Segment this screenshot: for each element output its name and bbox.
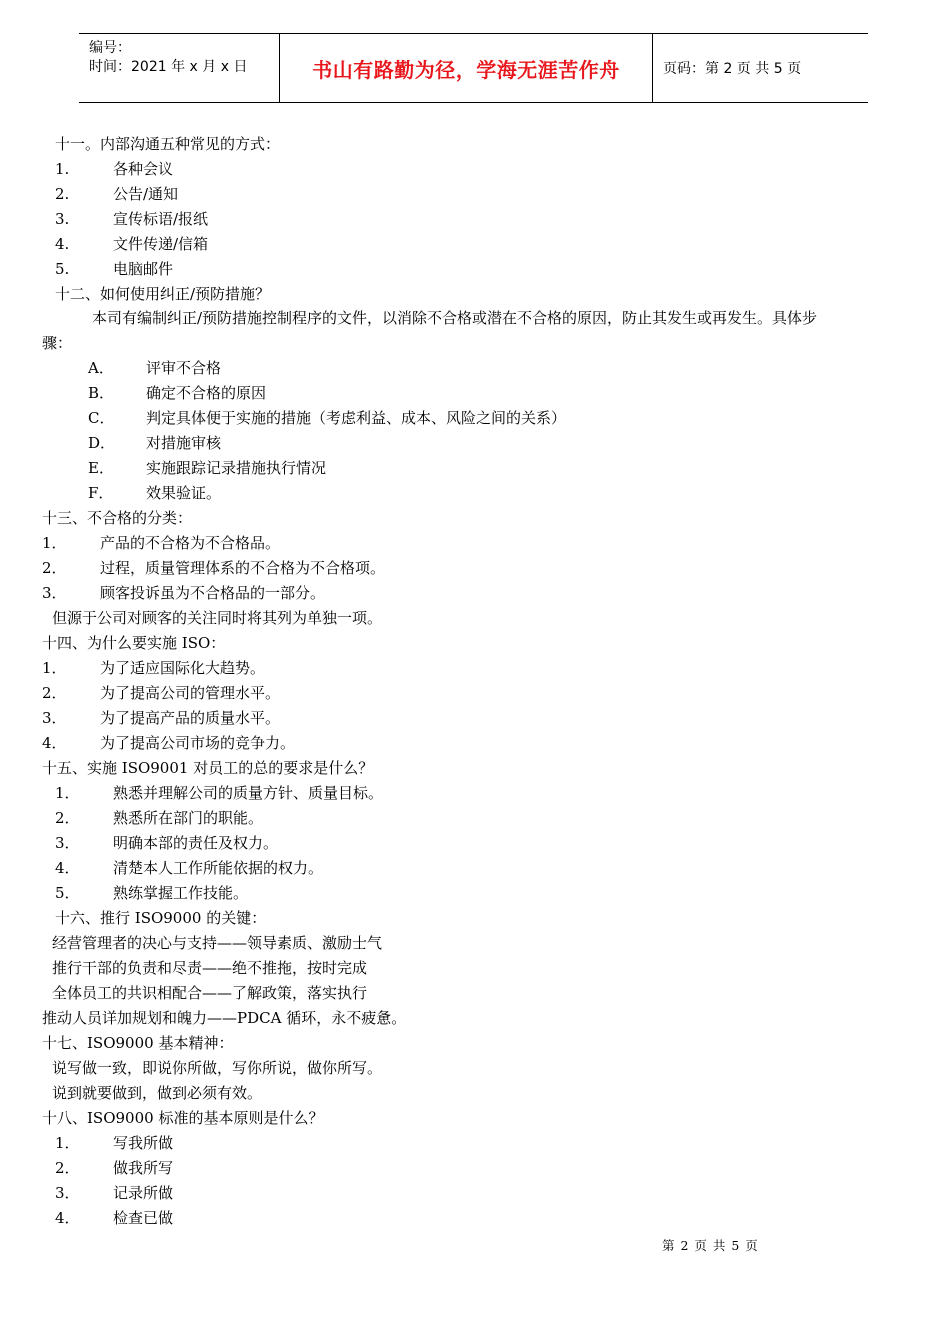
- list-number: 2．: [42, 559, 67, 577]
- list-number: 4．: [42, 734, 67, 752]
- list-number: 4．: [55, 859, 80, 877]
- time-label: 时间：2021 年 x 月 x 日: [89, 59, 248, 75]
- list-number: 2.: [55, 185, 70, 203]
- list-text: 实施跟踪记录措施执行情况: [146, 459, 327, 477]
- list-text: 顾客投诉虽为不合格品的一部分。: [100, 584, 326, 602]
- section-title: 十四、为什么要实施 ISO：: [42, 634, 226, 652]
- body-line: 推行干部的负责和尽责——绝不推拖，按时完成: [52, 959, 368, 977]
- list-text: 为了提高公司的管理水平。: [100, 684, 281, 702]
- list-text: 文件传递/信箱: [113, 235, 209, 253]
- list-number: C．: [88, 409, 115, 427]
- body-line: 全体员工的共识相配合——了解政策，落实执行: [52, 984, 368, 1002]
- list-number: 2．: [55, 809, 80, 827]
- list-number: 3．: [55, 1184, 80, 1202]
- section-title: 十六、推行 ISO9000 的关键：: [55, 909, 267, 927]
- list-number: 1．: [42, 659, 67, 677]
- paragraph-line: 本司有编制纠正/预防措施控制程序的文件，以消除不合格或潜在不合格的原因，防止其发生或再发生。具体步: [92, 309, 818, 327]
- header-meta-cell: [79, 34, 279, 102]
- body-line: 推动人员详加规划和魄力——PDCA 循环，永不疲惫。: [42, 1009, 407, 1027]
- list-number: 3．: [55, 834, 80, 852]
- list-number: 5．: [55, 884, 80, 902]
- list-number: 4.: [55, 235, 70, 253]
- section-title: 十七、ISO9000 基本精神：: [42, 1034, 234, 1052]
- list-number: D．: [88, 434, 116, 452]
- list-number: 1．: [42, 534, 67, 552]
- list-text: 对措施审核: [146, 434, 222, 452]
- paragraph-line: 骤：: [42, 334, 73, 352]
- section-note: 但源于公司对顾客的关注同时将其列为单独一项。: [52, 609, 383, 627]
- list-text: 为了适应国际化大趋势。: [100, 659, 266, 677]
- list-text: 熟悉所在部门的职能。: [113, 809, 264, 827]
- list-text: 为了提高产品的质量水平。: [100, 709, 281, 727]
- body-line: 说写做一致，即说你所做，写你所说，做你所写。: [52, 1059, 383, 1077]
- list-number: 3．: [42, 709, 67, 727]
- header-page-info: 页码：第 2 页 共 5 页: [663, 61, 802, 77]
- list-number: F．: [88, 484, 114, 502]
- list-text: 电脑邮件: [113, 260, 174, 278]
- header-motto: 书山有路勤为径，学海无涯苦作舟: [312, 57, 620, 82]
- list-text: 公告/通知: [113, 185, 179, 203]
- section-title: 十二、如何使用纠正/预防措施？: [55, 285, 271, 303]
- list-text: 熟悉并理解公司的质量方针、质量目标。: [113, 784, 384, 802]
- list-number: 3．: [42, 584, 67, 602]
- list-number: 5.: [55, 260, 70, 278]
- list-number: 4．: [55, 1209, 80, 1227]
- list-text: 产品的不合格为不合格品。: [100, 534, 281, 552]
- list-number: 2．: [55, 1159, 80, 1177]
- body-line: 说到就要做到，做到必须有效。: [52, 1084, 263, 1102]
- list-number: E．: [88, 459, 114, 477]
- list-text: 检查已做: [113, 1209, 174, 1227]
- list-number: 1．: [55, 1134, 80, 1152]
- header-divider: [652, 34, 653, 102]
- list-text: 明确本部的责任及权力。: [113, 834, 279, 852]
- list-text: 效果验证。: [146, 484, 222, 502]
- list-number: A．: [88, 359, 114, 377]
- list-text: 记录所做: [113, 1184, 174, 1202]
- code-label: 编号：: [89, 40, 131, 56]
- document-header: [79, 33, 868, 103]
- list-text: 宣传标语/报纸: [113, 210, 209, 228]
- section-title: 十三、不合格的分类：: [42, 509, 193, 527]
- body-line: 经营管理者的决心与支持——领导素质、激励士气: [52, 934, 383, 952]
- section-title: 十五、实施 ISO9001 对员工的总的要求是什么？: [42, 759, 374, 777]
- list-text: 判定具体便于实施的措施（考虑利益、成本、风险之间的关系）: [146, 409, 567, 427]
- list-text: 过程，质量管理体系的不合格为不合格项。: [100, 559, 386, 577]
- list-text: 为了提高公司市场的竞争力。: [100, 734, 296, 752]
- list-text: 各种会议: [113, 160, 174, 178]
- list-text: 熟练掌握工作技能。: [113, 884, 249, 902]
- section-title: 十八、ISO9000 标准的基本原则是什么？: [42, 1109, 324, 1127]
- list-number: 3.: [55, 210, 70, 228]
- list-number: 2．: [42, 684, 67, 702]
- list-number: 1．: [55, 784, 80, 802]
- list-text: 写我所做: [113, 1134, 174, 1152]
- list-text: 评审不合格: [146, 359, 222, 377]
- list-text: 做我所写: [113, 1159, 174, 1177]
- section-title: 十一。内部沟通五种常见的方式：: [55, 135, 281, 153]
- list-number: B．: [88, 384, 115, 402]
- list-text: 确定不合格的原因: [146, 384, 267, 402]
- list-number: 1.: [55, 160, 70, 178]
- list-text: 清楚本人工作所能依据的权力。: [113, 859, 324, 877]
- page-footer: 第 2 页 共 5 页: [662, 1238, 759, 1253]
